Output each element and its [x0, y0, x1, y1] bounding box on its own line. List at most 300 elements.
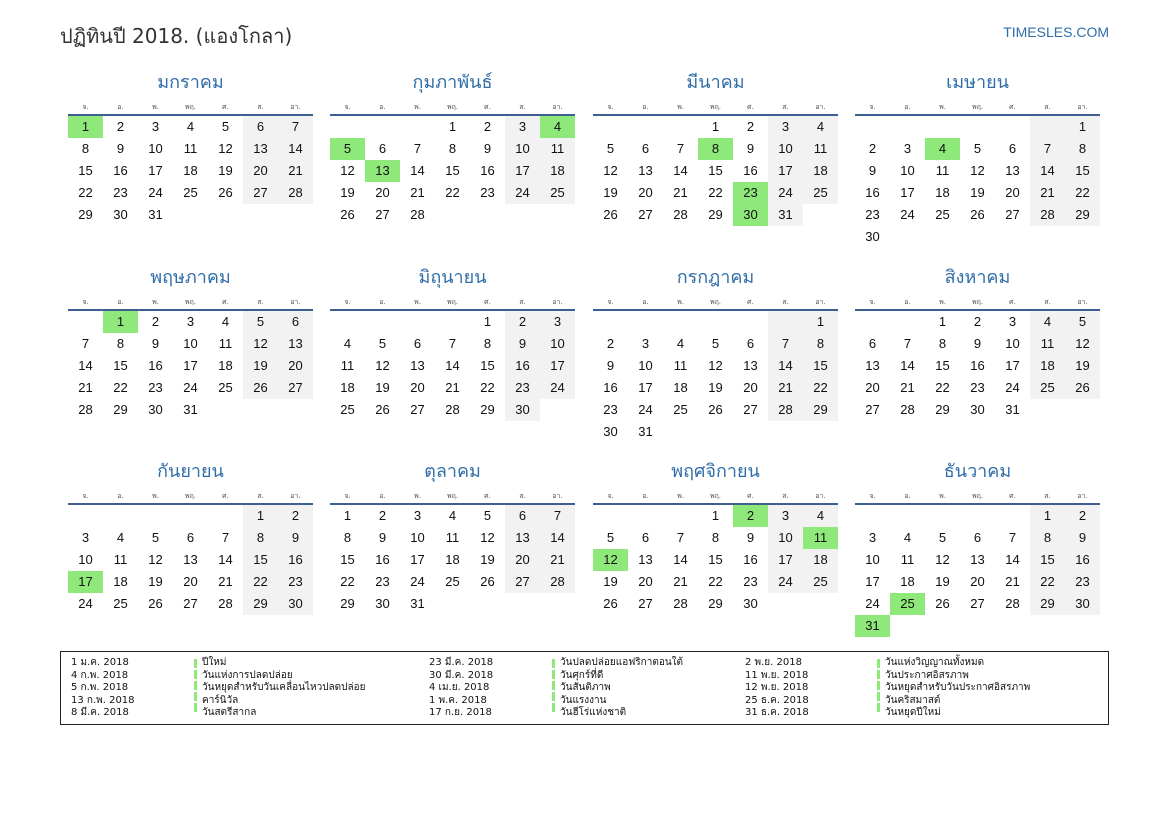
day-cell[interactable]: 1 — [938, 314, 947, 329]
day-cell[interactable]: 20 — [505, 549, 540, 571]
day-cell[interactable]: 25 — [340, 402, 355, 417]
day-cell[interactable]: 24 — [78, 596, 93, 611]
day-cell[interactable]: 9 — [483, 141, 492, 156]
day-cell[interactable]: 27 — [865, 402, 880, 417]
day-cell[interactable]: 5 — [606, 141, 615, 156]
day-cell[interactable]: 15 — [113, 358, 128, 373]
day-cell[interactable]: 14 — [673, 552, 688, 567]
day-cell[interactable]: 19 — [340, 185, 355, 200]
day-cell[interactable]: 14 — [1005, 552, 1020, 567]
day-cell[interactable]: 23 — [743, 574, 758, 589]
day-cell[interactable]: 29 — [340, 596, 355, 611]
day-cell[interactable]: 29 — [708, 207, 723, 222]
day-cell[interactable]: 31 — [148, 207, 163, 222]
day-cell[interactable]: 13 — [1005, 163, 1020, 178]
day-cell[interactable]: 19 — [708, 380, 723, 395]
day-cell[interactable]: 26 — [480, 574, 495, 589]
day-cell[interactable]: 14 — [278, 138, 313, 160]
day-cell[interactable]: 11 — [673, 358, 688, 373]
day-cell[interactable]: 15 — [1030, 549, 1065, 571]
day-cell[interactable]: 21 — [768, 377, 803, 399]
day-cell[interactable]: 11 — [445, 530, 460, 545]
day-cell[interactable]: 26 — [375, 402, 390, 417]
day-cell[interactable]: 23 — [1065, 571, 1100, 593]
day-cell[interactable]: 14 — [218, 552, 233, 567]
day-cell[interactable]: 10 — [540, 333, 575, 355]
day-cell[interactable]: 20 — [743, 380, 758, 395]
day-cell[interactable]: 10 — [768, 527, 803, 549]
day-cell[interactable]: 2 — [973, 314, 982, 329]
day-cell[interactable]: 19 — [1065, 355, 1100, 377]
day-cell[interactable]: 13 — [243, 138, 278, 160]
day-cell[interactable]: 20 — [970, 574, 985, 589]
day-cell[interactable]: 16 — [743, 552, 758, 567]
day-cell[interactable]: 12 — [1065, 333, 1100, 355]
day-cell[interactable]: 18 — [900, 574, 915, 589]
day-cell[interactable]: 14 — [768, 355, 803, 377]
day-cell[interactable]: 6 — [1008, 141, 1017, 156]
day-cell[interactable]: 8 — [343, 530, 352, 545]
day-cell[interactable]: 30 — [113, 207, 128, 222]
day-cell[interactable]: 16 — [113, 163, 128, 178]
day-cell[interactable]: 28 — [410, 207, 425, 222]
day-cell[interactable]: 10 — [1005, 336, 1020, 351]
day-cell[interactable]: 21 — [1005, 574, 1020, 589]
day-cell[interactable]: 29 — [1030, 593, 1065, 615]
day-cell[interactable]: 25 — [218, 380, 233, 395]
day-cell[interactable]: 20 — [243, 160, 278, 182]
day-cell[interactable]: 17 — [900, 185, 915, 200]
day-cell[interactable]: 26 — [218, 185, 233, 200]
day-cell[interactable]: 31 — [638, 424, 653, 439]
day-cell[interactable]: 21 — [673, 185, 688, 200]
day-cell[interactable]: 23 — [278, 571, 313, 593]
day-cell[interactable]: 12 — [480, 530, 495, 545]
day-cell[interactable]: 22 — [243, 571, 278, 593]
day-cell[interactable]: 25 — [803, 182, 838, 204]
day-cell[interactable]: 12 — [243, 333, 278, 355]
day-cell[interactable]: 26 — [708, 402, 723, 417]
day-cell[interactable]: 25 — [445, 574, 460, 589]
day-cell[interactable]: 30 — [1065, 593, 1100, 615]
day-cell[interactable]: 30 — [375, 596, 390, 611]
day-cell[interactable]: 19 — [148, 574, 163, 589]
day-cell[interactable]: 26 — [148, 596, 163, 611]
day-cell[interactable]: 9 — [606, 358, 615, 373]
day-cell[interactable]: 15 — [78, 163, 93, 178]
day-cell[interactable]: 29 — [480, 402, 495, 417]
day-cell[interactable]: 24 — [1005, 380, 1020, 395]
day-cell[interactable]: 9 — [505, 333, 540, 355]
day-cell[interactable]: 18 — [445, 552, 460, 567]
day-cell[interactable]: 23 — [480, 185, 495, 200]
day-cell[interactable]: 10 — [900, 163, 915, 178]
day-cell[interactable]: 26 — [603, 207, 618, 222]
day-cell[interactable]: 16 — [148, 358, 163, 373]
day-cell[interactable]: 18 — [673, 380, 688, 395]
day-cell[interactable]: 22 — [708, 574, 723, 589]
day-cell[interactable]: 29 — [708, 596, 723, 611]
day-cell[interactable]: 11 — [935, 163, 950, 178]
day-cell[interactable]: 17 — [1005, 358, 1020, 373]
day-cell[interactable]: 16 — [375, 552, 390, 567]
day-cell[interactable]: 6 — [973, 530, 982, 545]
day-cell[interactable]: 13 — [865, 358, 880, 373]
day-cell[interactable]: 12 — [148, 552, 163, 567]
day-cell[interactable]: 26 — [243, 377, 278, 399]
day-cell[interactable]: 6 — [186, 530, 195, 545]
day-cell[interactable]: 25 — [183, 185, 198, 200]
day-cell[interactable]: 27 — [505, 571, 540, 593]
day-cell[interactable]: 22 — [1065, 182, 1100, 204]
day-cell[interactable]: 21 — [445, 380, 460, 395]
day-cell[interactable]: 12 — [708, 358, 723, 373]
day-cell[interactable]: 11 — [540, 138, 575, 160]
day-cell[interactable]: 29 — [803, 399, 838, 421]
day-cell[interactable]: 20 — [410, 380, 425, 395]
day-cell[interactable]: 27 — [638, 596, 653, 611]
day-cell[interactable]: 25 — [673, 402, 688, 417]
day-cell[interactable]: 27 — [410, 402, 425, 417]
day-cell[interactable]: 18 — [183, 163, 198, 178]
day-cell[interactable]: 26 — [603, 596, 618, 611]
day-cell[interactable]: 12 — [340, 163, 355, 178]
day-cell[interactable]: 8 — [1030, 527, 1065, 549]
day-cell[interactable]: 3 — [81, 530, 90, 545]
day-cell[interactable]: 10 — [148, 141, 163, 156]
day-cell[interactable]: 5 — [151, 530, 160, 545]
holiday-day-cell[interactable]: 31 — [855, 615, 890, 637]
day-cell[interactable]: 5 — [483, 508, 492, 523]
day-cell[interactable]: 25 — [1030, 377, 1065, 399]
holiday-day-cell[interactable]: 4 — [925, 138, 960, 160]
day-cell[interactable]: 24 — [768, 182, 803, 204]
day-cell[interactable]: 5 — [973, 141, 982, 156]
day-cell[interactable]: 7 — [676, 530, 685, 545]
day-cell[interactable]: 12 — [218, 141, 233, 156]
day-cell[interactable]: 23 — [865, 207, 880, 222]
day-cell[interactable]: 2 — [606, 336, 615, 351]
day-cell[interactable]: 8 — [243, 527, 278, 549]
day-cell[interactable]: 14 — [78, 358, 93, 373]
day-cell[interactable]: 10 — [183, 336, 198, 351]
day-cell[interactable]: 13 — [638, 552, 653, 567]
day-cell[interactable]: 22 — [1030, 571, 1065, 593]
day-cell[interactable]: 9 — [116, 141, 125, 156]
day-cell[interactable]: 23 — [970, 380, 985, 395]
day-cell[interactable]: 24 — [900, 207, 915, 222]
day-cell[interactable]: 27 — [243, 182, 278, 204]
day-cell[interactable]: 10 — [865, 552, 880, 567]
day-cell[interactable]: 19 — [218, 163, 233, 178]
day-cell[interactable]: 16 — [743, 163, 758, 178]
day-cell[interactable]: 28 — [218, 596, 233, 611]
day-cell[interactable]: 27 — [638, 207, 653, 222]
day-cell[interactable]: 11 — [803, 138, 838, 160]
day-cell[interactable]: 6 — [278, 311, 313, 333]
day-cell[interactable]: 30 — [743, 596, 758, 611]
day-cell[interactable]: 6 — [641, 530, 650, 545]
day-cell[interactable]: 9 — [378, 530, 387, 545]
day-cell[interactable]: 23 — [375, 574, 390, 589]
holiday-day-cell[interactable]: 1 — [103, 311, 138, 333]
day-cell[interactable]: 21 — [278, 160, 313, 182]
day-cell[interactable]: 21 — [78, 380, 93, 395]
day-cell[interactable]: 2 — [151, 314, 160, 329]
day-cell[interactable]: 9 — [278, 527, 313, 549]
day-cell[interactable]: 5 — [221, 119, 230, 134]
day-cell[interactable]: 25 — [935, 207, 950, 222]
day-cell[interactable]: 15 — [803, 355, 838, 377]
day-cell[interactable]: 16 — [278, 549, 313, 571]
day-cell[interactable]: 3 — [903, 141, 912, 156]
day-cell[interactable]: 19 — [970, 185, 985, 200]
day-cell[interactable]: 15 — [935, 358, 950, 373]
day-cell[interactable]: 25 — [803, 571, 838, 593]
day-cell[interactable]: 15 — [708, 163, 723, 178]
holiday-day-cell[interactable]: 13 — [365, 160, 400, 182]
day-cell[interactable]: 20 — [375, 185, 390, 200]
day-cell[interactable]: 19 — [935, 574, 950, 589]
day-cell[interactable]: 10 — [505, 138, 540, 160]
holiday-day-cell[interactable]: 5 — [330, 138, 365, 160]
day-cell[interactable]: 8 — [711, 530, 720, 545]
day-cell[interactable]: 7 — [540, 505, 575, 527]
day-cell[interactable]: 4 — [343, 336, 352, 351]
day-cell[interactable]: 7 — [1008, 530, 1017, 545]
day-cell[interactable]: 4 — [1030, 311, 1065, 333]
day-cell[interactable]: 28 — [768, 399, 803, 421]
day-cell[interactable]: 28 — [900, 402, 915, 417]
day-cell[interactable]: 13 — [278, 333, 313, 355]
day-cell[interactable]: 1 — [483, 314, 492, 329]
day-cell[interactable]: 30 — [603, 424, 618, 439]
day-cell[interactable]: 6 — [641, 141, 650, 156]
day-cell[interactable]: 6 — [413, 336, 422, 351]
day-cell[interactable]: 4 — [676, 336, 685, 351]
day-cell[interactable]: 29 — [113, 402, 128, 417]
day-cell[interactable]: 22 — [803, 377, 838, 399]
day-cell[interactable]: 18 — [113, 574, 128, 589]
holiday-day-cell[interactable]: 4 — [540, 116, 575, 138]
holiday-day-cell[interactable]: 8 — [698, 138, 733, 160]
day-cell[interactable]: 16 — [1065, 549, 1100, 571]
day-cell[interactable]: 24 — [410, 574, 425, 589]
day-cell[interactable]: 3 — [641, 336, 650, 351]
day-cell[interactable]: 17 — [768, 160, 803, 182]
day-cell[interactable]: 25 — [540, 182, 575, 204]
day-cell[interactable]: 18 — [340, 380, 355, 395]
holiday-day-cell[interactable]: 23 — [733, 182, 768, 204]
day-cell[interactable]: 13 — [970, 552, 985, 567]
day-cell[interactable]: 10 — [78, 552, 93, 567]
day-cell[interactable]: 27 — [970, 596, 985, 611]
day-cell[interactable]: 27 — [375, 207, 390, 222]
day-cell[interactable]: 28 — [278, 182, 313, 204]
day-cell[interactable]: 7 — [221, 530, 230, 545]
day-cell[interactable]: 7 — [448, 336, 457, 351]
day-cell[interactable]: 13 — [743, 358, 758, 373]
day-cell[interactable]: 3 — [768, 116, 803, 138]
holiday-day-cell[interactable]: 17 — [68, 571, 103, 593]
day-cell[interactable]: 29 — [935, 402, 950, 417]
day-cell[interactable]: 8 — [483, 336, 492, 351]
day-cell[interactable]: 26 — [340, 207, 355, 222]
day-cell[interactable]: 7 — [1030, 138, 1065, 160]
day-cell[interactable]: 7 — [768, 333, 803, 355]
day-cell[interactable]: 27 — [183, 596, 198, 611]
day-cell[interactable]: 24 — [540, 377, 575, 399]
day-cell[interactable]: 6 — [378, 141, 387, 156]
day-cell[interactable]: 22 — [340, 574, 355, 589]
day-cell[interactable]: 11 — [113, 552, 128, 567]
day-cell[interactable]: 28 — [78, 402, 93, 417]
day-cell[interactable]: 19 — [375, 380, 390, 395]
day-cell[interactable]: 11 — [1030, 333, 1065, 355]
day-cell[interactable]: 26 — [970, 207, 985, 222]
day-cell[interactable]: 12 — [970, 163, 985, 178]
day-cell[interactable]: 1 — [711, 119, 720, 134]
day-cell[interactable]: 28 — [540, 571, 575, 593]
day-cell[interactable]: 21 — [1030, 182, 1065, 204]
day-cell[interactable]: 7 — [278, 116, 313, 138]
holiday-day-cell[interactable]: 1 — [68, 116, 103, 138]
day-cell[interactable]: 23 — [505, 377, 540, 399]
holiday-day-cell[interactable]: 12 — [593, 549, 628, 571]
day-cell[interactable]: 21 — [410, 185, 425, 200]
day-cell[interactable]: 17 — [505, 160, 540, 182]
day-cell[interactable]: 14 — [673, 163, 688, 178]
day-cell[interactable]: 15 — [1065, 160, 1100, 182]
day-cell[interactable]: 11 — [340, 358, 355, 373]
day-cell[interactable]: 16 — [603, 380, 618, 395]
day-cell[interactable]: 8 — [938, 336, 947, 351]
day-cell[interactable]: 9 — [746, 530, 755, 545]
day-cell[interactable]: 4 — [903, 530, 912, 545]
day-cell[interactable]: 3 — [151, 119, 160, 134]
day-cell[interactable]: 15 — [480, 358, 495, 373]
day-cell[interactable]: 22 — [480, 380, 495, 395]
day-cell[interactable]: 9 — [973, 336, 982, 351]
day-cell[interactable]: 12 — [375, 358, 390, 373]
holiday-day-cell[interactable]: 30 — [733, 204, 768, 226]
day-cell[interactable]: 31 — [1005, 402, 1020, 417]
day-cell[interactable]: 17 — [865, 574, 880, 589]
day-cell[interactable]: 2 — [483, 119, 492, 134]
day-cell[interactable]: 3 — [540, 311, 575, 333]
day-cell[interactable]: 8 — [81, 141, 90, 156]
day-cell[interactable]: 13 — [410, 358, 425, 373]
day-cell[interactable]: 20 — [865, 380, 880, 395]
day-cell[interactable]: 3 — [186, 314, 195, 329]
day-cell[interactable]: 29 — [243, 593, 278, 615]
day-cell[interactable]: 1 — [343, 508, 352, 523]
day-cell[interactable]: 30 — [148, 402, 163, 417]
day-cell[interactable]: 19 — [480, 552, 495, 567]
day-cell[interactable]: 24 — [865, 596, 880, 611]
day-cell[interactable]: 14 — [900, 358, 915, 373]
day-cell[interactable]: 22 — [708, 185, 723, 200]
day-cell[interactable]: 14 — [1030, 160, 1065, 182]
holiday-day-cell[interactable]: 11 — [803, 527, 838, 549]
day-cell[interactable]: 30 — [970, 402, 985, 417]
day-cell[interactable]: 3 — [1008, 314, 1017, 329]
day-cell[interactable]: 8 — [1065, 138, 1100, 160]
day-cell[interactable]: 16 — [970, 358, 985, 373]
day-cell[interactable]: 9 — [1065, 527, 1100, 549]
day-cell[interactable]: 21 — [540, 549, 575, 571]
day-cell[interactable]: 14 — [445, 358, 460, 373]
day-cell[interactable]: 2 — [1065, 505, 1100, 527]
day-cell[interactable]: 20 — [1005, 185, 1020, 200]
day-cell[interactable]: 18 — [935, 185, 950, 200]
day-cell[interactable]: 10 — [768, 138, 803, 160]
day-cell[interactable]: 27 — [278, 377, 313, 399]
day-cell[interactable]: 29 — [1065, 204, 1100, 226]
site-link[interactable]: TIMESLES.COM — [1003, 24, 1109, 40]
day-cell[interactable]: 5 — [243, 311, 278, 333]
day-cell[interactable]: 24 — [505, 182, 540, 204]
day-cell[interactable]: 1 — [448, 119, 457, 134]
day-cell[interactable]: 7 — [413, 141, 422, 156]
day-cell[interactable]: 12 — [935, 552, 950, 567]
day-cell[interactable]: 6 — [868, 336, 877, 351]
day-cell[interactable]: 11 — [183, 141, 198, 156]
day-cell[interactable]: 24 — [768, 571, 803, 593]
holiday-day-cell[interactable]: 2 — [733, 505, 768, 527]
day-cell[interactable]: 19 — [243, 355, 278, 377]
day-cell[interactable]: 28 — [673, 207, 688, 222]
day-cell[interactable]: 18 — [540, 160, 575, 182]
day-cell[interactable]: 3 — [868, 530, 877, 545]
day-cell[interactable]: 31 — [183, 402, 198, 417]
day-cell[interactable]: 5 — [711, 336, 720, 351]
day-cell[interactable]: 24 — [638, 402, 653, 417]
day-cell[interactable]: 9 — [746, 141, 755, 156]
day-cell[interactable]: 5 — [1065, 311, 1100, 333]
day-cell[interactable]: 24 — [148, 185, 163, 200]
day-cell[interactable]: 15 — [445, 163, 460, 178]
day-cell[interactable]: 14 — [540, 527, 575, 549]
day-cell[interactable]: 18 — [218, 358, 233, 373]
day-cell[interactable]: 28 — [1030, 204, 1065, 226]
day-cell[interactable]: 18 — [1030, 355, 1065, 377]
day-cell[interactable]: 3 — [505, 116, 540, 138]
day-cell[interactable]: 28 — [1005, 596, 1020, 611]
day-cell[interactable]: 23 — [113, 185, 128, 200]
day-cell[interactable]: 25 — [113, 596, 128, 611]
day-cell[interactable]: 29 — [78, 207, 93, 222]
day-cell[interactable]: 3 — [768, 505, 803, 527]
day-cell[interactable]: 18 — [803, 549, 838, 571]
day-cell[interactable]: 28 — [673, 596, 688, 611]
day-cell[interactable]: 2 — [278, 505, 313, 527]
day-cell[interactable]: 22 — [935, 380, 950, 395]
day-cell[interactable]: 7 — [903, 336, 912, 351]
day-cell[interactable]: 12 — [603, 163, 618, 178]
day-cell[interactable]: 1 — [803, 311, 838, 333]
day-cell[interactable]: 24 — [183, 380, 198, 395]
day-cell[interactable]: 16 — [865, 185, 880, 200]
day-cell[interactable]: 28 — [445, 402, 460, 417]
day-cell[interactable]: 8 — [116, 336, 125, 351]
day-cell[interactable]: 23 — [148, 380, 163, 395]
day-cell[interactable]: 5 — [606, 530, 615, 545]
day-cell[interactable]: 4 — [116, 530, 125, 545]
day-cell[interactable]: 22 — [78, 185, 93, 200]
day-cell[interactable]: 17 — [183, 358, 198, 373]
day-cell[interactable]: 7 — [81, 336, 90, 351]
